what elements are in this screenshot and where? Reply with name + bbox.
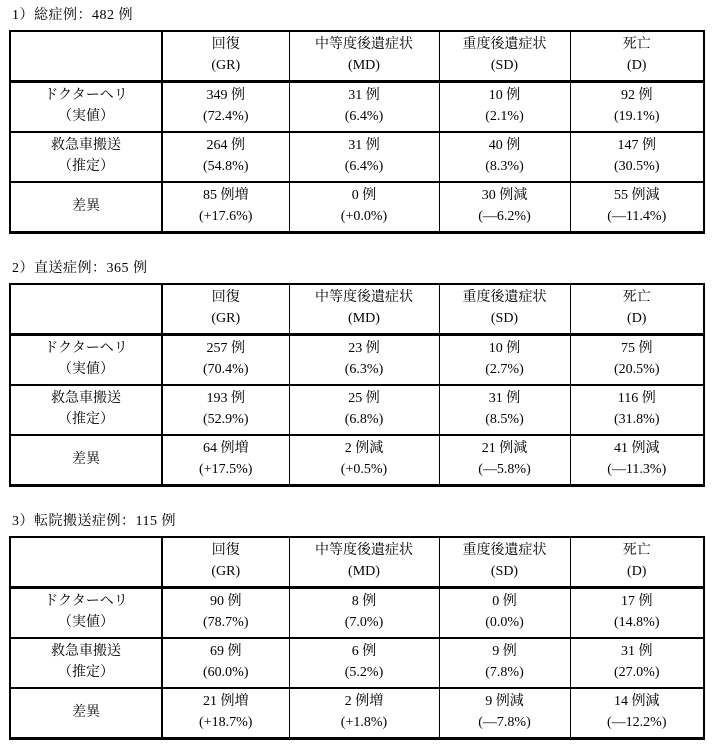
cell-count: 257 例	[206, 341, 245, 356]
cell-count: 25 例	[348, 391, 380, 406]
cell-percent: (+0.0%)	[340, 209, 388, 224]
column-header-label: 重度後遺症状	[462, 290, 547, 305]
data-cell	[570, 132, 704, 182]
cell-count: 2 例減	[344, 441, 384, 456]
cell-percent: (6.3%)	[344, 362, 384, 377]
row-label-sub: （推定）	[58, 159, 114, 174]
row-label-sub: （実値）	[58, 615, 114, 630]
data-cell	[162, 688, 289, 739]
cell-count: 31 例	[488, 391, 521, 406]
cell-count: 31 例	[348, 138, 380, 153]
data-cell	[439, 385, 570, 435]
table-row-ambulance	[10, 385, 704, 435]
row-label-main: ドクターヘリ	[44, 594, 128, 609]
column-header-label: 回復	[211, 290, 240, 305]
data-cell	[289, 182, 439, 233]
column-header-label: 重度後遺症状	[462, 543, 547, 558]
column-header-d	[570, 284, 704, 335]
cell-count: 264 例	[206, 138, 245, 153]
cell-count: 31 例	[621, 644, 653, 659]
row-label-main: ドクターヘリ	[44, 341, 128, 356]
table-row-ambulance	[10, 638, 704, 688]
data-cell	[439, 82, 570, 133]
cell-percent: (0.0%)	[485, 615, 524, 630]
column-header-code: (GR)	[211, 311, 241, 326]
cell-percent: (7.8%)	[485, 665, 524, 680]
header-row	[10, 284, 704, 335]
column-header-code: (GR)	[211, 58, 241, 73]
row-label-sub: （実値）	[58, 109, 114, 124]
section-direct-transport-cases	[9, 261, 703, 487]
column-header-sd	[439, 537, 570, 588]
row-label-sub: （推定）	[58, 412, 114, 427]
cell-percent: (54.8%)	[203, 159, 249, 174]
data-cell	[570, 335, 704, 386]
row-label-main: 救急車搬送	[51, 644, 121, 659]
data-cell	[570, 638, 704, 688]
cell-percent: (—12.2%)	[607, 715, 667, 730]
data-cell	[439, 638, 570, 688]
cell-count: 55 例減	[614, 188, 660, 203]
cell-count: 0 例	[492, 594, 517, 609]
column-header-label: 重度後遺症状	[462, 37, 547, 52]
column-header-code: (D)	[627, 58, 647, 73]
data-cell	[570, 688, 704, 739]
data-cell	[162, 638, 289, 688]
cell-count: 9 例	[492, 644, 517, 659]
cell-percent: (60.0%)	[203, 665, 249, 680]
data-cell	[162, 588, 289, 639]
outcome-table	[9, 30, 705, 234]
cell-count: 21 例増	[203, 694, 249, 709]
row-label-main: 差異	[72, 704, 100, 720]
header-row	[10, 537, 704, 588]
column-header-code: (SD)	[490, 564, 519, 579]
cell-percent: (+18.7%)	[199, 715, 253, 730]
table-row-difference	[10, 182, 704, 233]
column-header-md	[289, 537, 439, 588]
data-cell	[162, 132, 289, 182]
cell-count: 6 例	[351, 644, 377, 659]
row-label	[10, 588, 162, 639]
section-total-cases	[9, 8, 703, 234]
cell-percent: (30.5%)	[614, 159, 660, 174]
column-header-code: (GR)	[211, 564, 241, 579]
column-header-code: (MD)	[348, 311, 380, 326]
data-cell	[162, 435, 289, 486]
cell-count: 2 例増	[344, 694, 384, 709]
cell-count: 193 例	[206, 391, 245, 406]
column-header-code: (SD)	[490, 311, 519, 326]
cell-count: 64 例増	[203, 441, 249, 456]
data-cell	[439, 335, 570, 386]
section-title: 1）総症例：482 例	[12, 8, 133, 23]
column-header-gr	[162, 537, 289, 588]
cell-percent: (72.4%)	[203, 109, 249, 124]
table-row-helicopter	[10, 82, 704, 133]
row-label	[10, 688, 162, 739]
cell-percent: (+17.5%)	[199, 462, 253, 477]
cell-count: 40 例	[488, 138, 521, 153]
cell-count: 21 例減	[481, 441, 528, 456]
column-header-md	[289, 31, 439, 82]
cell-percent: (+1.8%)	[340, 715, 388, 730]
cell-percent: (2.7%)	[485, 362, 524, 377]
column-header-d	[570, 31, 704, 82]
column-header-label: 死亡	[622, 543, 651, 558]
section-title: 3）転院搬送症例：115 例	[12, 514, 176, 529]
data-cell	[162, 335, 289, 386]
row-label	[10, 435, 162, 486]
cell-count: 69 例	[210, 644, 242, 659]
data-cell	[289, 638, 439, 688]
cell-percent: (+0.5%)	[340, 462, 388, 477]
cell-count: 92 例	[621, 88, 653, 103]
data-cell	[162, 82, 289, 133]
cell-percent: (78.7%)	[203, 615, 249, 630]
column-header-label: 回復	[211, 543, 240, 558]
column-header-code: (SD)	[490, 58, 519, 73]
column-header-label: 死亡	[622, 37, 651, 52]
data-cell	[570, 182, 704, 233]
row-label-main: 救急車搬送	[51, 138, 121, 153]
cell-count: 10 例	[488, 341, 521, 356]
row-label-main: ドクターヘリ	[44, 88, 128, 103]
column-header-sd	[439, 31, 570, 82]
column-header-gr	[162, 284, 289, 335]
data-cell	[570, 588, 704, 639]
column-header-label: 死亡	[622, 290, 651, 305]
data-cell	[439, 688, 570, 739]
cell-percent: (8.3%)	[485, 159, 524, 174]
row-label-main: 差異	[72, 198, 100, 214]
data-cell	[439, 182, 570, 233]
cell-count: 349 例	[206, 88, 245, 103]
cell-percent: (31.8%)	[614, 412, 660, 427]
data-cell	[289, 132, 439, 182]
row-label-main: 救急車搬送	[51, 391, 121, 406]
cell-percent: (—11.4%)	[607, 209, 667, 224]
cell-percent: (6.8%)	[344, 412, 384, 427]
row-label-sub: （実値）	[58, 362, 114, 377]
data-cell	[289, 385, 439, 435]
column-header-code: (MD)	[348, 58, 380, 73]
data-cell	[162, 385, 289, 435]
row-label	[10, 385, 162, 435]
column-header-d	[570, 537, 704, 588]
cell-count: 23 例	[348, 341, 380, 356]
section-interhospital-transport-cases	[9, 514, 703, 740]
column-header-label: 中等度後遺症状	[315, 37, 413, 52]
data-cell	[439, 435, 570, 486]
data-cell	[289, 435, 439, 486]
data-cell	[289, 588, 439, 639]
cell-count: 30 例減	[481, 188, 528, 203]
column-header-code: (MD)	[348, 564, 380, 579]
cell-percent: (19.1%)	[614, 109, 660, 124]
corner-cell	[10, 284, 162, 335]
row-label-main: 差異	[72, 451, 100, 467]
cell-count: 8 例	[351, 594, 377, 609]
data-cell	[439, 132, 570, 182]
row-label	[10, 132, 162, 182]
data-cell	[570, 385, 704, 435]
corner-cell	[10, 31, 162, 82]
cell-count: 31 例	[348, 88, 380, 103]
cell-count: 17 例	[621, 594, 653, 609]
row-label-sub: （推定）	[58, 665, 114, 680]
cell-percent: (2.1%)	[485, 109, 524, 124]
cell-percent: (—7.8%)	[478, 715, 531, 730]
section-title: 2）直送症例：365 例	[12, 261, 148, 276]
column-header-gr	[162, 31, 289, 82]
data-cell	[289, 688, 439, 739]
cell-count: 9 例減	[485, 694, 524, 709]
cell-percent: (6.4%)	[344, 109, 384, 124]
column-header-label: 中等度後遺症状	[315, 543, 413, 558]
table-row-difference	[10, 688, 704, 739]
outcome-table	[9, 536, 705, 740]
table-row-helicopter	[10, 335, 704, 386]
data-cell	[439, 588, 570, 639]
cell-count: 116 例	[617, 391, 656, 406]
cell-percent: (—11.3%)	[607, 462, 667, 477]
cell-percent: (70.4%)	[203, 362, 249, 377]
row-label	[10, 335, 162, 386]
cell-percent: (8.5%)	[485, 412, 524, 427]
corner-cell	[10, 537, 162, 588]
data-cell	[289, 82, 439, 133]
outcome-table	[9, 283, 705, 487]
column-header-code: (D)	[627, 564, 647, 579]
column-header-label: 回復	[211, 37, 240, 52]
cell-count: 14 例減	[614, 694, 660, 709]
cell-count: 10 例	[488, 88, 521, 103]
cell-count: 41 例減	[614, 441, 660, 456]
data-cell	[570, 435, 704, 486]
data-cell	[289, 335, 439, 386]
header-row	[10, 31, 704, 82]
row-label	[10, 638, 162, 688]
table-row-helicopter	[10, 588, 704, 639]
column-header-code: (D)	[627, 311, 647, 326]
cell-count: 85 例増	[203, 188, 249, 203]
table-row-difference	[10, 435, 704, 486]
cell-percent: (+17.6%)	[199, 209, 253, 224]
row-label	[10, 82, 162, 133]
cell-count: 90 例	[210, 594, 242, 609]
cell-percent: (52.9%)	[203, 412, 249, 427]
table-row-ambulance	[10, 132, 704, 182]
cell-percent: (5.2%)	[344, 665, 384, 680]
cell-count: 0 例	[351, 188, 377, 203]
data-cell	[162, 182, 289, 233]
cell-count: 75 例	[621, 341, 653, 356]
data-cell	[570, 82, 704, 133]
cell-percent: (7.0%)	[344, 615, 384, 630]
column-header-label: 中等度後遺症状	[315, 290, 413, 305]
cell-count: 147 例	[617, 138, 656, 153]
cell-percent: (—6.2%)	[478, 209, 531, 224]
cell-percent: (6.4%)	[344, 159, 384, 174]
cell-percent: (—5.8%)	[478, 462, 531, 477]
cell-percent: (27.0%)	[614, 665, 660, 680]
cell-percent: (20.5%)	[614, 362, 660, 377]
column-header-md	[289, 284, 439, 335]
row-label	[10, 182, 162, 233]
column-header-sd	[439, 284, 570, 335]
cell-percent: (14.8%)	[614, 615, 660, 630]
